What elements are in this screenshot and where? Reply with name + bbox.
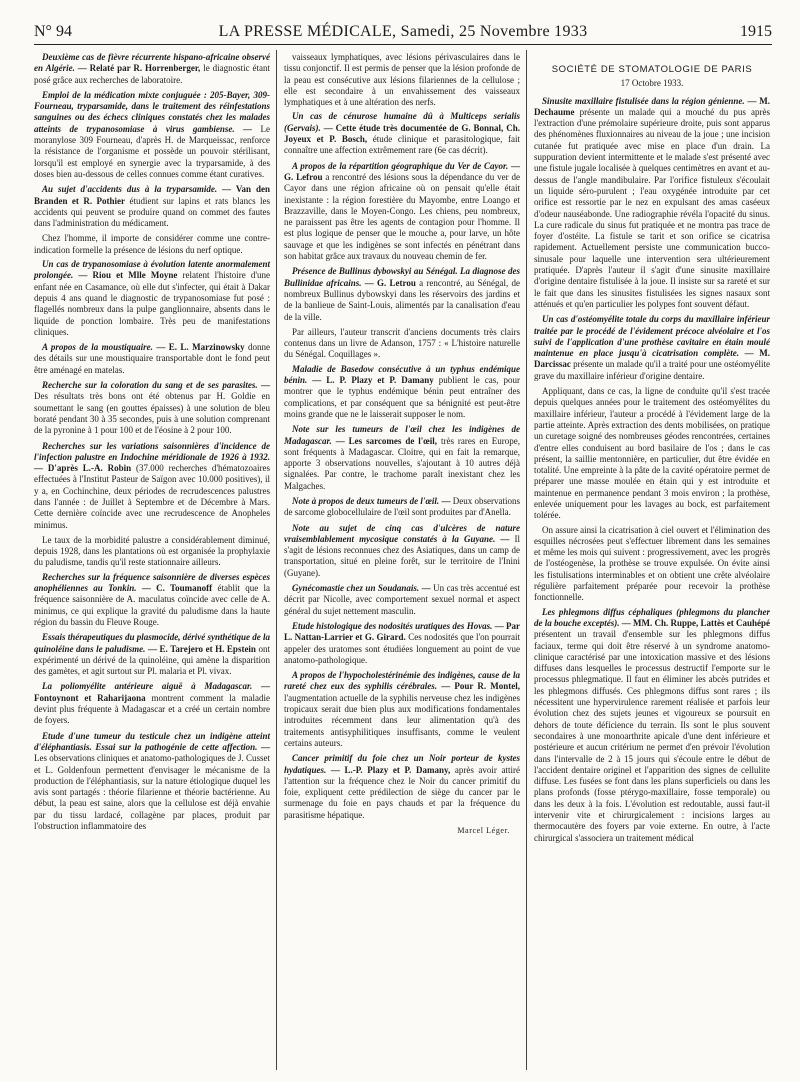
article-title: A propos de la répartition géographique du Ver de Cayor. bbox=[292, 160, 509, 171]
article-body: Ces nodosités que l'on pourrait appeler des uratomes sont étudiées longuement au point de vue anatomo-pathologique. bbox=[284, 632, 521, 665]
article-abstract bbox=[534, 96, 770, 311]
article-abstract bbox=[34, 380, 270, 436]
article-abstract bbox=[284, 753, 520, 821]
article-authors: — bbox=[243, 123, 253, 134]
column-divider bbox=[526, 50, 527, 1070]
article-title: A propos de l'hypocholestérinémie des indigènes, cause de la rareté chez eux des syphilis cérébrales. bbox=[284, 670, 520, 692]
column-left bbox=[34, 52, 270, 836]
article-abstract bbox=[34, 184, 270, 229]
article-authors: — MM. Ch. Ruppe, Lattès et Cauhépé bbox=[621, 617, 771, 628]
article-title: Note à propos de deux tumeurs de l'œil. bbox=[292, 495, 440, 506]
article-body: Il s'agit de lésions reconnues chez des Asiatiques, dans un camp de transportation, situé en pleine forêt, sur le territoire de l'Inini (Guyane). bbox=[284, 533, 520, 578]
article-body: Les observations cliniques et anatomo-pathologiques de J. Cusset et L. Goldenfoun permettent d'envisager le mécanisme de la production de l'éléphantiasis, sur la nature étiologique duquel les avis sont partagés : théorie filarienne et théorie bactérienne. Au début, la peau est saine, alors que la cellulose est déjà envahie par du tissu lardacé, collagène par places, produit par l'obstruction inflammatoire des bbox=[34, 753, 270, 831]
article-body: publient le cas, pour montrer que le typhus endémique bénin peut entraîner des complications, et par conséquent que sa bénignité est peut-être moins grande que ne le laisserait supposer le nom. bbox=[284, 375, 521, 419]
article-title: Maladie de Basedow consécutive à un typhus endémique bénin. bbox=[284, 363, 520, 386]
article-authors: — E. Tarejero et H. Epstein bbox=[148, 643, 256, 654]
article-title: A propos de la moustiquaire. bbox=[42, 342, 153, 353]
article-abstract bbox=[284, 583, 520, 617]
article-title: Un cas d'ostéomyélite totale du corps du maxillaire inférieur traitée par le procédé de l'évidement précoce alvéolaire et l'os suivi de l'application d'une prothèse cavitaire en étain moulé maintenue en place jusqu'à cicatrisation complète. bbox=[534, 314, 770, 359]
article-abstract bbox=[34, 342, 270, 376]
article-body: après avoir attiré l'attention sur la fréquence chez le Noir du cancer primitif du foie, expliquent cette prédilection de siège du cancer par le surmenage du foie en pays chauds et par la fréquence du parasitisme hépatique. bbox=[284, 764, 521, 820]
article-authors: — G. Letrou bbox=[364, 277, 416, 288]
article-abstract bbox=[34, 681, 270, 726]
article-authors: — C. Toumanoff bbox=[141, 583, 213, 594]
article-authors: — Cette étude très documentée de G. Bonnal, Ch. Joyeux et P. Bosch, bbox=[284, 122, 520, 145]
article-abstract bbox=[284, 364, 520, 420]
article-authors: — Van den Branden et R. Pothier bbox=[34, 184, 271, 206]
signature: Marcel Léger. bbox=[457, 826, 510, 835]
article-body: le diagnostic étant posé grâce aux recherches de laboratoire. bbox=[34, 63, 271, 85]
article-title: Recherches sur les variations saisonnières d'incidence de l'infection palustre en Indochine méridionale de 1926 à 1932. bbox=[34, 440, 270, 462]
article-authors: — bbox=[421, 583, 431, 594]
article-abstract bbox=[34, 572, 270, 628]
article-authors: — D'après L.-A. Robin bbox=[34, 463, 132, 474]
article-body: l'augmentation actuelle de la syphilis nerveuse chez les indigènes tropicaux serait due bien plus aux modifications fondamentales introduites récemment dans leur alimentation qu'à des traitements antisyphilitiques insuffisants, comme le veulent certains auteurs. bbox=[284, 692, 520, 748]
article-title: Deuxième cas de fièvre récurrente hispano-africaine observé en Algérie. bbox=[34, 52, 270, 74]
article-authors: — L.-P. Plazy et P. Damany, bbox=[330, 764, 451, 775]
article-body: relatent l'histoire d'une enfant née en Casamance, où elle dut s'infecter, qui était à Dakar depuis 4 ans quand le diagnostic de trypanosomiase fut posé : flagellés nombreux dans la pulpe ganglionnaire, absents dans le liquide de ponction lombaire. Très peu de manifestations cliniques. bbox=[34, 270, 271, 337]
article-authors: — bbox=[500, 533, 510, 544]
article-title: Sinusite maxillaire fistulisée dans la région génienne. bbox=[542, 95, 745, 106]
article-body: donne des détails sur une moustiquaire transportable dont le fond peut être aménagé en matelas. bbox=[34, 342, 271, 375]
article-authors: — bbox=[261, 380, 271, 391]
paragraph: Appliquant, dans ce cas, la ligne de conduite qu'il s'est tracée depuis quelques années pour le traitement des ostéomyélites du maxillaire inférieur, l'auteur a procédé à l'évidement large de la partie atteinte. Après extraction des dents mobilisées, on pratique un curetage soigné des nombreuses géodes rencontrées, certaines d'entre elles conduisent au bord basilaire de l'os ; dans le cas présent, la saillie mentonnière, en particulier, dut être évidée en totalité. Une empreinte à la pâte de la cavité opératoire permet de préparer une masse moulée en étain qui y est introduite et maintenue en permanence pendant 3 mois environ ; la prothèse, enlevée uniquement pour les lavages au bock, est parfaitement tolérée. bbox=[534, 386, 770, 521]
article-abstract bbox=[534, 607, 770, 844]
society-heading: SOCIÉTÉ DE STOMATOLOGIE DE PARIS bbox=[551, 64, 753, 75]
article-abstract bbox=[284, 523, 520, 579]
article-abstract bbox=[284, 161, 520, 263]
article-authors: — Fontoynont et Raharijaona bbox=[34, 681, 270, 703]
article-body: (37.000 recherches d'hématozoaires effectuées à l'Institut Pasteur de Saïgon avec 10.000 positives), il y a, en Cochinchine, deux périodes de recrudescences palustres dans l'année : de Juillet à Septembre et de Décembre à Mars. Cette dernière coïncide avec une recrudescence de Anopheles minimus. bbox=[34, 463, 271, 530]
article-authors: — Pour R. Montel, bbox=[441, 681, 521, 692]
paragraph: Par ailleurs, l'auteur transcrit d'anciens documents très clairs contenus dans un livre de Adanson, 1757 : « L'histoire naturelle du Sénégal. Coquillages ». bbox=[284, 326, 520, 360]
article-title: Présence de Bullinus dybowskyi au Sénégal. La diagnose des Bullinidae africains. bbox=[284, 266, 520, 288]
article-title: Gynécomastie chez un Soudanais. bbox=[292, 583, 420, 594]
paragraph: Chez l'homme, il importe de considérer comme une contre-indication formelle la présence de lésions du nerf optique. bbox=[34, 233, 270, 255]
article-body: étude clinique et parasitologique, fait connaître une affection extrêmement rare (6e cas décrit). bbox=[284, 134, 520, 156]
header-rule bbox=[34, 44, 772, 45]
column-right bbox=[534, 52, 770, 848]
article-title: Un cas de cénurose humaine dû à Multiceps serialis (Gervais). bbox=[284, 111, 520, 133]
article-title: Emploi de la médication mixte conjuguée : 205-Bayer, 309-Fourneau, tryparsamide, dans le traitement des réinfestations sanguines ou des échecs cliniques constatés chez les malades atteints de trypanosomiase à virus gambiense. bbox=[34, 89, 270, 134]
article-authors: — Riou et Mlle Moyne bbox=[78, 270, 178, 281]
article-body: présente un malade qui a mouché du pus après l'extraction d'une prémolaire supérieure droite, puis sont apparus des phénomènes fluxionnaires au niveau de la joue ; une incision cutanée fut pratiquée avec mise en place d'un drain. La suppuration devient intermittente et le malade s'est présenté avec une fistule jugale localisée à quelques centimètres en avant et au-dessus de l'angle mandibulaire. Par l'orifice fistuleux s'écoulait un liquide séro-purulent ; l'eau oxygénée introduite par cet orifice est ressortie par le nez en expulsant des amas caséeux d'odeur nauséabonde. Une radiographie révéla l'opacité du sinus. La cure radicale du sinus fut pratiquée et ne montra pas trace de foyer d'ostéite. La fistule se tarit et son orifice se cicatrisa rapidement. Actuellement persiste une communication bucco-sinusale pour laquelle une intervention sera ultérieurement pratiquée. D'après l'auteur il s'agit d'une sinusite maxillaire d'origine dentaire fistulisée à la joue. Il insiste sur sa rareté et sur le fait que dans les sinusites fistulisées les signes nasaux sont atténués et qu'en particulier les polypes font souvent défaut. bbox=[534, 106, 771, 309]
article-authors: — bbox=[261, 741, 271, 752]
article-abstract bbox=[284, 496, 520, 519]
article-title: Cancer primitif du foie chez un Noir porteur de kystes hydatiques. bbox=[284, 753, 520, 775]
article-body: présente un malade qu'il a traité pour une ostéomyélite grave du maxillaire inférieur d'origine dentaire. bbox=[534, 359, 770, 381]
paragraph: Le taux de la morbidité palustre a considérablement diminué, depuis 1928, dans les plantations où est organisée la prophylaxie du paludisme, tandis qu'il reste stationnaire ailleurs. bbox=[34, 534, 270, 568]
article-authors: — bbox=[441, 495, 451, 506]
article-title: Etude d'une tumeur du testicule chez un indigène atteint d'éléphantiasis. Essai sur la pathogénie de cette affection. bbox=[34, 730, 270, 752]
article-body: étudient sur lapins et rats blancs les accidents qui peuvent se produire quand on commet des fautes dans l'administration du médicament. bbox=[34, 195, 271, 229]
column-divider bbox=[276, 50, 277, 1070]
page-header bbox=[34, 22, 772, 42]
article-body: a rencontré des lésions sous la dépendance du ver de Cayor dans une région africaine où on pensait qu'elle était inexistante : la région forestière du Mayombe, entre Loango et Brazzaville, dans le Moyen-Congo. Les chiens, peu nombreux, ne paraissent pas être les agents de contagion pour l'homme. Il est plus logique de penser que le mouche a, pour larve, un hôte sauvage et que les indigènes se sont infectés en pénétrant dans son habitat grâce aux travaux du nouveau chemin de fer. bbox=[284, 171, 521, 262]
article-abstract bbox=[34, 259, 270, 338]
issue-number: N° 94 bbox=[34, 23, 72, 40]
article-abstract bbox=[34, 90, 270, 180]
article-abstract bbox=[34, 731, 270, 833]
article-title: Les phlegmons diffus céphaliques (phlegmons du plancher de la bouche exceptés). bbox=[534, 606, 770, 628]
session-date: 17 Octobre 1933. bbox=[620, 78, 684, 89]
article-abstract bbox=[284, 111, 520, 156]
article-authors: — Les sarcomes de l'œil, bbox=[335, 435, 438, 446]
article-abstract bbox=[34, 52, 270, 86]
article-title: Un cas de trypanosomiase à évolution latente anormalement prolongée. bbox=[34, 259, 270, 281]
article-authors: — Par L. Nattan-Larrier et G. Girard. bbox=[284, 620, 520, 643]
article-abstract bbox=[34, 441, 270, 531]
article-body: a rencontré, au Sénégal, de nombreux Bullinus dybowskyi dans les réservoirs des jardins et de la banlieue de Saint-Louis, alimentés par la canalisation d'eau de la ville. bbox=[284, 277, 521, 322]
article-title: La poliomyélite antérieure aiguë à Madagascar. bbox=[42, 681, 253, 692]
article-title: Note sur les tumeurs de l'œil chez les indigènes de Madagascar. bbox=[284, 424, 520, 446]
article-authors: — L. P. Plazy et P. Damany bbox=[312, 375, 434, 386]
paragraph: vaisseaux lymphatiques, avec lésions périvasculaires dans le tissu conjonctif. Il est permis de penser que la lésion profonde de la peau est consécutive aux lésions filariennes de la cellulose ; elle est secondaire à un envahissement des vaisseaux lymphatiques et à une altération des nerfs. bbox=[284, 52, 520, 108]
article-body: Des résultats très bons ont été obtenus par H. Goldie en soumettant le sang (en gouttes épaisses) à une solution de bleu boraté pendant 30 à 35 secondes, puis à une solution comprenant de la pyronine à 1 pour 100 et de l'éosine à 2 pour 100. bbox=[34, 391, 270, 436]
article-body: Deux observations de sarcome globocellulaire de l'œil sont produites par d'Anella. bbox=[284, 495, 520, 518]
article-authors: — M. Dechaume bbox=[534, 95, 771, 117]
article-body: établit que la fréquence saisonnière de A. maculatus coïncide avec celle de A. minimus, ce qui explique la gravité du paludisme dans la haute région du bassin du Fleuve Rouge. bbox=[34, 583, 271, 627]
article-abstract bbox=[284, 266, 520, 322]
article-body: ont expérimenté un dérivé de la quinoléine, qui amène la disparition des gamètes, et agit surtout sur Pl. malaria et Pl. vivax. bbox=[34, 643, 271, 677]
article-authors: — M. Darcissac bbox=[534, 348, 771, 370]
article-title: Note au sujet de cinq cas d'ulcères de nature vraisemblablement mycosique constatés à la Guyane. bbox=[284, 522, 520, 544]
page-number: 1915 bbox=[740, 23, 772, 40]
masthead-title: LA PRESSE MÉDICALE, Samedi, 25 Novembre 1933 bbox=[218, 23, 588, 40]
article-title: Au sujet d'accidents dus à la tryparsamide. bbox=[42, 184, 218, 195]
article-authors: — Relaté par R. Horrenberger, bbox=[77, 63, 201, 74]
article-body: montrent comment la maladie devint plus fréquente à Madagascar et a créé un certain nombre de foyers. bbox=[34, 692, 271, 726]
article-title: Recherche sur la coloration du sang et de ses parasites. bbox=[42, 380, 258, 391]
paragraph: On assure ainsi la cicatrisation à ciel ouvert et l'élimination des esquilles nécrosées peut s'effectuer librement dans les semaines et même les mois qui suivent : progressivement, avec les progrès de l'ostéogenèse, la prothèse se trouve expulsée. On évite ainsi les fistulisations interminables et on obtient une crête alvéolaire régulière parfaitement préparée pour recevoir la prothèse fonctionnelle. bbox=[534, 524, 770, 603]
article-abstract bbox=[284, 670, 520, 749]
article-body: présentent un travail d'ensemble sur les phlegmons diffus faciaux, terme qui doit être réservé à un syndrome anatomo-clinique caractérisé par une intoxication massive et des lésions diffuses dans lesquelles le processus destructif l'emporte sur le processus phlegmatique. Il faut en éliminer les abcès putrides et les phlegmons diffusés. Ces phlegmons diffus sont rares ; ils nécessitent une hypervirulence rarement réalisée et parfois leur évolution chez des sujets jeunes et vigoureux se poursuit en dehors de toute déficience du terrain. Ils sont le plus souvent secondaires à une monoarthrite apicale d'une dent inférieure et postérieure et aucun critérium ne permet d'en prévoir l'évolution dans l'intervalle de 2 à 15 jours qui s'écoule entre le début de l'accident dentaire originel et l'apparition des signes de cellulite diffuse. Les fusées se font dans les plans superficiels ou dans les plans profonds (fosse ptérygo-maxillaire, fosse temporale) ou dans les deux à la fois. L'évolution est redoutable, aussi faut-il intervenir vite et chirurgicalement : incisions larges au thermocautère des foyers par voie externe. En outre, à l'acte chirurgical s'associera un traitement médical bbox=[534, 629, 770, 843]
article-authors: — E. L. Marzinowsky bbox=[156, 342, 245, 353]
article-title: Essais thérapeutiques du plasmocide, dérivé synthétique de la quinoléine dans le paludisme. bbox=[34, 632, 271, 654]
article-abstract bbox=[284, 424, 520, 492]
article-body: Un cas très accentué est décrit par Nicolle, avec comportement sexuel normal et aspect général du sujet nettement masculin. bbox=[284, 583, 521, 616]
article-title: Etude histologique des nodosités uratiques des Hovas. bbox=[292, 620, 493, 631]
article-abstract bbox=[284, 621, 520, 666]
article-abstract bbox=[534, 314, 770, 382]
column-middle bbox=[284, 52, 520, 836]
article-title: Recherches sur la fréquence saisonnière de diverses espèces anophéliennes au Tonkin. bbox=[34, 571, 270, 594]
article-authors: — G. Lefrou bbox=[284, 160, 521, 182]
article-abstract bbox=[34, 632, 270, 677]
article-body: Le moranylose 309 Fourneau, d'après H. de Marqueissac, renforce la résistance de l'organisme et possède un pouvoir stérilisant, lorsqu'il est employé en synergie avec la tryparsamide, à des doses bien au-dessous de celles connues comme étant curatives. bbox=[34, 123, 271, 179]
article-body: très rares en Europe, sont fréquents à Madagascar. Cloitre, qui en fait la remarque, apporte 3 observations nouvelles, s'ajoutant à 10 autres déjà signalées. Par contre, le trachome paraît inexistant chez les Malgaches. bbox=[284, 435, 520, 491]
